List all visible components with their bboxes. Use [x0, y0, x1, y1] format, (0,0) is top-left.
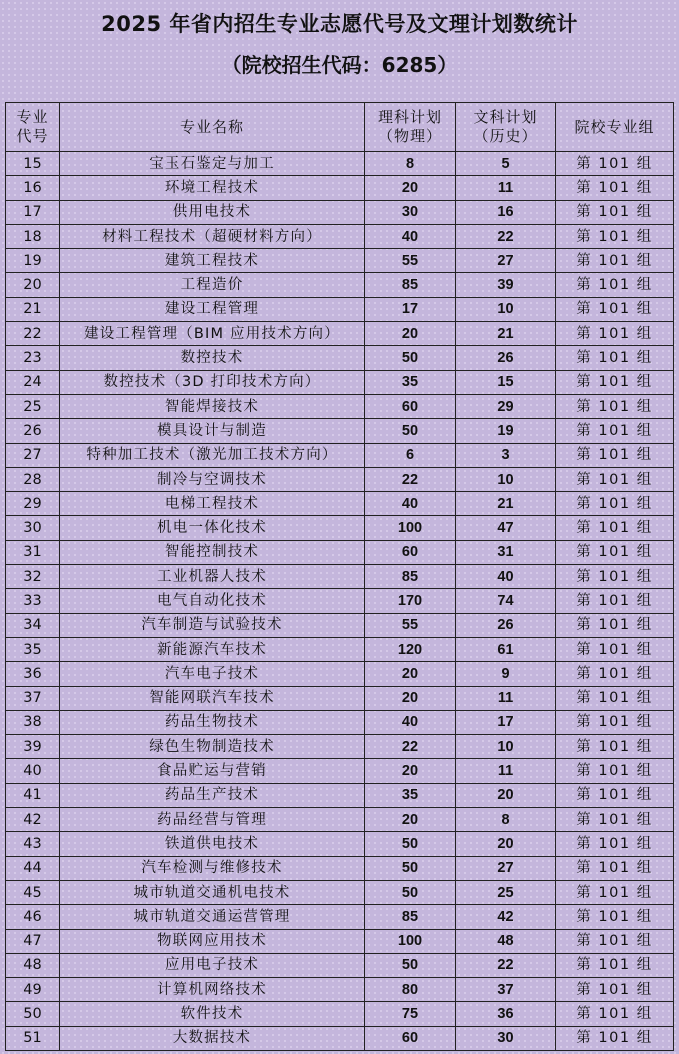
- header-code-line1: 专业: [16, 108, 49, 126]
- table-row: [6, 856, 674, 880]
- major-group-cell: 第 101 组: [556, 370, 674, 394]
- major-group-cell: 第 101 组: [556, 176, 674, 200]
- arts-plan-cell: 3: [456, 443, 556, 467]
- major-name-cell: 食品贮运与营销: [60, 759, 365, 783]
- table-row: [6, 662, 674, 686]
- major-group-cell: 第 101 组: [556, 249, 674, 273]
- science-plan-cell: 170: [365, 589, 456, 613]
- table-row: [6, 516, 674, 540]
- major-code-cell: 50: [6, 1002, 60, 1026]
- major-name-cell: 药品生物技术: [60, 710, 365, 734]
- arts-plan-cell: 17: [456, 710, 556, 734]
- table-row: [6, 467, 674, 491]
- science-plan-cell: 40: [365, 492, 456, 516]
- major-code-cell: 42: [6, 808, 60, 832]
- major-group-cell: 第 101 组: [556, 710, 674, 734]
- science-plan-cell: 50: [365, 953, 456, 977]
- major-group-cell: 第 101 组: [556, 565, 674, 589]
- science-plan-cell: 50: [365, 419, 456, 443]
- major-code-cell: 17: [6, 200, 60, 224]
- major-name-cell: 智能焊接技术: [60, 394, 365, 418]
- table-row: [6, 565, 674, 589]
- major-name-cell: 药品生产技术: [60, 783, 365, 807]
- science-plan-cell: 22: [365, 735, 456, 759]
- major-name-cell: 大数据技术: [60, 1026, 365, 1050]
- science-plan-cell: 120: [365, 637, 456, 661]
- major-code-cell: 44: [6, 856, 60, 880]
- table-row: [6, 540, 674, 564]
- science-plan-cell: 50: [365, 346, 456, 370]
- science-plan-cell: 75: [365, 1002, 456, 1026]
- table-row: [6, 346, 674, 370]
- major-group-cell: 第 101 组: [556, 540, 674, 564]
- table-row: [6, 783, 674, 807]
- table-row: [6, 686, 674, 710]
- page-subtitle: （院校招生代码：6285）: [221, 53, 458, 77]
- major-code-cell: 31: [6, 540, 60, 564]
- science-plan-cell: 55: [365, 249, 456, 273]
- header-arts-line1: 文科计划: [473, 108, 538, 126]
- arts-plan-cell: 15: [456, 370, 556, 394]
- header-group: 院校专业组: [556, 103, 674, 152]
- arts-plan-cell: 5: [456, 152, 556, 176]
- major-group-cell: 第 101 组: [556, 662, 674, 686]
- arts-plan-cell: 27: [456, 249, 556, 273]
- major-code-cell: 36: [6, 662, 60, 686]
- science-plan-cell: 100: [365, 516, 456, 540]
- science-plan-cell: 85: [365, 565, 456, 589]
- table-row: [6, 370, 674, 394]
- arts-plan-cell: 8: [456, 808, 556, 832]
- header-arts-line2: （历史）: [473, 127, 538, 145]
- major-group-cell: 第 101 组: [556, 443, 674, 467]
- major-name-cell: 数控技术（3D 打印技术方向）: [60, 370, 365, 394]
- major-code-cell: 47: [6, 929, 60, 953]
- major-group-cell: 第 101 组: [556, 637, 674, 661]
- major-name-cell: 模具设计与制造: [60, 419, 365, 443]
- arts-plan-cell: 47: [456, 516, 556, 540]
- arts-plan-cell: 10: [456, 735, 556, 759]
- arts-plan-cell: 42: [456, 905, 556, 929]
- arts-plan-cell: 29: [456, 394, 556, 418]
- major-name-cell: 铁道供电技术: [60, 832, 365, 856]
- major-code-cell: 27: [6, 443, 60, 467]
- header-arts: [456, 103, 556, 152]
- major-code-cell: 18: [6, 224, 60, 248]
- table-row: [6, 808, 674, 832]
- major-name-cell: 机电一体化技术: [60, 516, 365, 540]
- arts-plan-cell: 27: [456, 856, 556, 880]
- header-code: [6, 103, 60, 152]
- science-plan-cell: 30: [365, 200, 456, 224]
- major-code-cell: 16: [6, 176, 60, 200]
- major-group-cell: 第 101 组: [556, 1002, 674, 1026]
- arts-plan-cell: 22: [456, 953, 556, 977]
- science-plan-cell: 17: [365, 297, 456, 321]
- science-plan-cell: 80: [365, 978, 456, 1002]
- major-code-cell: 33: [6, 589, 60, 613]
- major-name-cell: 汽车制造与试验技术: [60, 613, 365, 637]
- arts-plan-cell: 19: [456, 419, 556, 443]
- arts-plan-cell: 20: [456, 832, 556, 856]
- table-row: [6, 1002, 674, 1026]
- arts-plan-cell: 61: [456, 637, 556, 661]
- science-plan-cell: 40: [365, 224, 456, 248]
- major-name-cell: 软件技术: [60, 1002, 365, 1026]
- major-group-cell: 第 101 组: [556, 467, 674, 491]
- arts-plan-cell: 39: [456, 273, 556, 297]
- major-name-cell: 电气自动化技术: [60, 589, 365, 613]
- major-name-cell: 电梯工程技术: [60, 492, 365, 516]
- major-code-cell: 43: [6, 832, 60, 856]
- major-name-cell: 环境工程技术: [60, 176, 365, 200]
- enrollment-plan-table: [5, 102, 674, 1051]
- major-group-cell: 第 101 组: [556, 856, 674, 880]
- major-code-cell: 48: [6, 953, 60, 977]
- page-title: 2025 年省内招生专业志愿代号及文理计划数统计: [101, 12, 578, 36]
- major-group-cell: 第 101 组: [556, 1026, 674, 1050]
- major-name-cell: 材料工程技术（超硬材料方向）: [60, 224, 365, 248]
- major-group-cell: 第 101 组: [556, 419, 674, 443]
- header-science-line1: 理科计划: [377, 108, 442, 126]
- major-group-cell: 第 101 组: [556, 492, 674, 516]
- table-row: [6, 929, 674, 953]
- table-row: [6, 224, 674, 248]
- science-plan-cell: 20: [365, 322, 456, 346]
- major-code-cell: 34: [6, 613, 60, 637]
- major-group-cell: 第 101 组: [556, 394, 674, 418]
- science-plan-cell: 35: [365, 370, 456, 394]
- major-code-cell: 32: [6, 565, 60, 589]
- major-group-cell: 第 101 组: [556, 759, 674, 783]
- major-group-cell: 第 101 组: [556, 346, 674, 370]
- major-name-cell: 绿色生物制造技术: [60, 735, 365, 759]
- table-row: [6, 492, 674, 516]
- major-name-cell: 数控技术: [60, 346, 365, 370]
- table-row: [6, 905, 674, 929]
- major-group-cell: 第 101 组: [556, 589, 674, 613]
- arts-plan-cell: 31: [456, 540, 556, 564]
- major-name-cell: 汽车检测与维修技术: [60, 856, 365, 880]
- table-header-row: [6, 103, 674, 152]
- major-group-cell: 第 101 组: [556, 224, 674, 248]
- table-row: [6, 419, 674, 443]
- table-row: [6, 735, 674, 759]
- table-row: [6, 176, 674, 200]
- major-group-cell: 第 101 组: [556, 613, 674, 637]
- header-code-line2: 代号: [16, 127, 49, 145]
- major-group-cell: 第 101 组: [556, 516, 674, 540]
- arts-plan-cell: 9: [456, 662, 556, 686]
- major-name-cell: 制冷与空调技术: [60, 467, 365, 491]
- arts-plan-cell: 74: [456, 589, 556, 613]
- arts-plan-cell: 16: [456, 200, 556, 224]
- major-group-cell: 第 101 组: [556, 783, 674, 807]
- arts-plan-cell: 11: [456, 759, 556, 783]
- science-plan-cell: 50: [365, 832, 456, 856]
- table-row: [6, 322, 674, 346]
- major-name-cell: 宝玉石鉴定与加工: [60, 152, 365, 176]
- major-name-cell: 城市轨道交通运营管理: [60, 905, 365, 929]
- arts-plan-cell: 10: [456, 297, 556, 321]
- major-code-cell: 49: [6, 978, 60, 1002]
- science-plan-cell: 85: [365, 905, 456, 929]
- major-name-cell: 智能控制技术: [60, 540, 365, 564]
- table-row: [6, 1026, 674, 1050]
- table-body: [6, 152, 674, 1051]
- header-science-line2: （物理）: [377, 127, 442, 145]
- major-group-cell: 第 101 组: [556, 297, 674, 321]
- major-code-cell: 23: [6, 346, 60, 370]
- major-code-cell: 28: [6, 467, 60, 491]
- arts-plan-cell: 30: [456, 1026, 556, 1050]
- science-plan-cell: 60: [365, 540, 456, 564]
- science-plan-cell: 20: [365, 808, 456, 832]
- science-plan-cell: 60: [365, 394, 456, 418]
- table-row: [6, 832, 674, 856]
- major-name-cell: 供用电技术: [60, 200, 365, 224]
- science-plan-cell: 20: [365, 662, 456, 686]
- major-group-cell: 第 101 组: [556, 686, 674, 710]
- table-row: [6, 637, 674, 661]
- major-code-cell: 19: [6, 249, 60, 273]
- science-plan-cell: 6: [365, 443, 456, 467]
- arts-plan-cell: 22: [456, 224, 556, 248]
- major-name-cell: 城市轨道交通机电技术: [60, 880, 365, 904]
- science-plan-cell: 20: [365, 176, 456, 200]
- arts-plan-cell: 11: [456, 686, 556, 710]
- major-code-cell: 25: [6, 394, 60, 418]
- major-group-cell: 第 101 组: [556, 273, 674, 297]
- table-row: [6, 443, 674, 467]
- table-row: [6, 273, 674, 297]
- major-code-cell: 46: [6, 905, 60, 929]
- major-code-cell: 38: [6, 710, 60, 734]
- major-group-cell: 第 101 组: [556, 322, 674, 346]
- science-plan-cell: 100: [365, 929, 456, 953]
- major-code-cell: 22: [6, 322, 60, 346]
- major-group-cell: 第 101 组: [556, 905, 674, 929]
- major-name-cell: 药品经营与管理: [60, 808, 365, 832]
- arts-plan-cell: 48: [456, 929, 556, 953]
- major-group-cell: 第 101 组: [556, 929, 674, 953]
- arts-plan-cell: 10: [456, 467, 556, 491]
- major-group-cell: 第 101 组: [556, 832, 674, 856]
- major-code-cell: 20: [6, 273, 60, 297]
- major-name-cell: 工业机器人技术: [60, 565, 365, 589]
- major-name-cell: 计算机网络技术: [60, 978, 365, 1002]
- major-group-cell: 第 101 组: [556, 200, 674, 224]
- science-plan-cell: 55: [365, 613, 456, 637]
- table-row: [6, 953, 674, 977]
- table-row: [6, 200, 674, 224]
- table-row: [6, 249, 674, 273]
- science-plan-cell: 8: [365, 152, 456, 176]
- arts-plan-cell: 40: [456, 565, 556, 589]
- science-plan-cell: 50: [365, 880, 456, 904]
- major-name-cell: 工程造价: [60, 273, 365, 297]
- arts-plan-cell: 21: [456, 322, 556, 346]
- table-row: [6, 880, 674, 904]
- table-row: [6, 710, 674, 734]
- major-code-cell: 29: [6, 492, 60, 516]
- table-row: [6, 152, 674, 176]
- table-row: [6, 613, 674, 637]
- major-code-cell: 26: [6, 419, 60, 443]
- major-code-cell: 45: [6, 880, 60, 904]
- major-name-cell: 智能网联汽车技术: [60, 686, 365, 710]
- arts-plan-cell: 36: [456, 1002, 556, 1026]
- major-code-cell: 41: [6, 783, 60, 807]
- science-plan-cell: 20: [365, 759, 456, 783]
- table-row: [6, 297, 674, 321]
- arts-plan-cell: 25: [456, 880, 556, 904]
- science-plan-cell: 60: [365, 1026, 456, 1050]
- header-science: [365, 103, 456, 152]
- arts-plan-cell: 26: [456, 613, 556, 637]
- science-plan-cell: 20: [365, 686, 456, 710]
- major-code-cell: 51: [6, 1026, 60, 1050]
- major-group-cell: 第 101 组: [556, 735, 674, 759]
- major-group-cell: 第 101 组: [556, 808, 674, 832]
- header-name: 专业名称: [60, 103, 365, 152]
- table-row: [6, 759, 674, 783]
- major-code-cell: 24: [6, 370, 60, 394]
- major-group-cell: 第 101 组: [556, 953, 674, 977]
- major-name-cell: 建设工程管理（BIM 应用技术方向）: [60, 322, 365, 346]
- major-code-cell: 37: [6, 686, 60, 710]
- arts-plan-cell: 37: [456, 978, 556, 1002]
- major-name-cell: 物联网应用技术: [60, 929, 365, 953]
- major-code-cell: 40: [6, 759, 60, 783]
- table-row: [6, 394, 674, 418]
- science-plan-cell: 22: [365, 467, 456, 491]
- major-code-cell: 39: [6, 735, 60, 759]
- major-code-cell: 15: [6, 152, 60, 176]
- arts-plan-cell: 11: [456, 176, 556, 200]
- major-code-cell: 30: [6, 516, 60, 540]
- major-group-cell: 第 101 组: [556, 152, 674, 176]
- table-row: [6, 589, 674, 613]
- major-name-cell: 汽车电子技术: [60, 662, 365, 686]
- science-plan-cell: 50: [365, 856, 456, 880]
- major-name-cell: 建设工程管理: [60, 297, 365, 321]
- arts-plan-cell: 20: [456, 783, 556, 807]
- major-name-cell: 应用电子技术: [60, 953, 365, 977]
- science-plan-cell: 85: [365, 273, 456, 297]
- major-group-cell: 第 101 组: [556, 880, 674, 904]
- major-code-cell: 21: [6, 297, 60, 321]
- major-group-cell: 第 101 组: [556, 978, 674, 1002]
- science-plan-cell: 35: [365, 783, 456, 807]
- table-row: [6, 978, 674, 1002]
- major-name-cell: 新能源汽车技术: [60, 637, 365, 661]
- science-plan-cell: 40: [365, 710, 456, 734]
- major-name-cell: 建筑工程技术: [60, 249, 365, 273]
- arts-plan-cell: 21: [456, 492, 556, 516]
- arts-plan-cell: 26: [456, 346, 556, 370]
- major-name-cell: 特种加工技术（激光加工技术方向）: [60, 443, 365, 467]
- major-code-cell: 35: [6, 637, 60, 661]
